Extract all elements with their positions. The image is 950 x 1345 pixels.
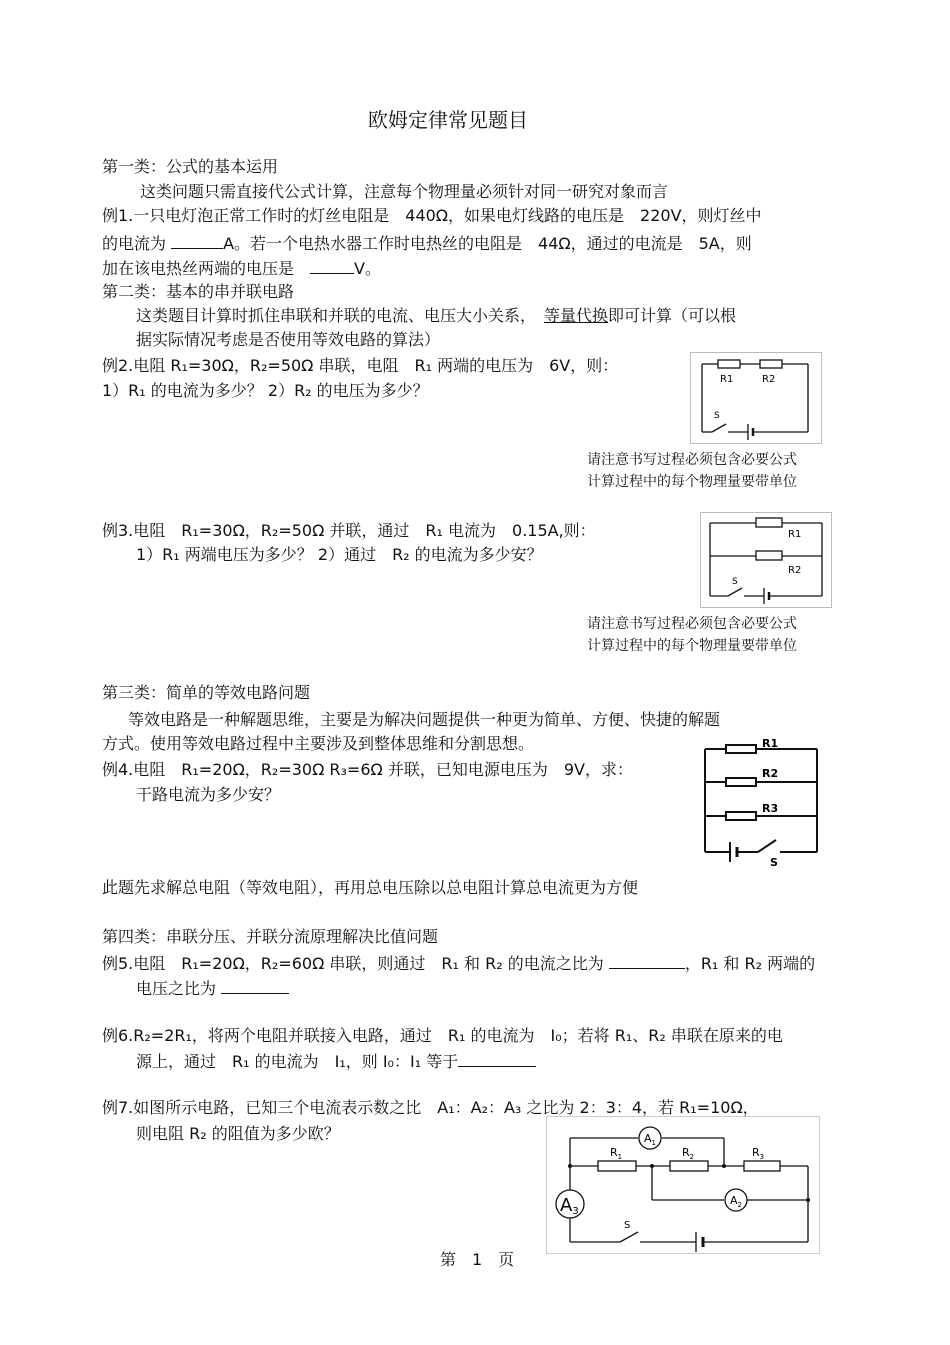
- cat2-intro-line2: 据实际情况考虑是否使用等效电路的算法）: [136, 330, 441, 349]
- cat3-heading: 第三类：简单的等效电路问题: [102, 683, 311, 702]
- switch: [712, 424, 726, 432]
- ex3-line2: 1）R₁ 两端电压为多少？ 2）通过 R₂ 的电流为多少安？: [136, 545, 543, 564]
- resistor-r1: [756, 518, 782, 527]
- page-footer: 第 1 页: [440, 1250, 515, 1269]
- answer-blank[interactable]: [171, 232, 223, 249]
- label-r2: R2: [788, 565, 802, 576]
- ex4-line2: 干路电流为多少安？: [136, 785, 281, 804]
- label-r2: R2: [762, 767, 779, 780]
- page-title: 欧姆定律常见题目: [368, 108, 528, 132]
- cat3-intro-line2: 方式。使用等效电路过程中主要涉及到整体思维和分割思想。: [102, 734, 535, 753]
- label-r1: R1: [788, 529, 802, 540]
- cat2-heading: 第二类：基本的串并联电路: [102, 282, 295, 301]
- label-r2: $R_2$: [682, 1146, 695, 1161]
- cat2-intro-line1: [136, 306, 736, 326]
- ex1-line1: 例1.一只电灯泡正常工作时的灯丝电阻是 440Ω，如果电灯线路的电压是 220V，则灯丝中: [102, 206, 762, 225]
- answer-blank[interactable]: [609, 952, 685, 969]
- ex7-line2: 则电阻 R₂ 的阻值为多少欧？: [136, 1124, 340, 1143]
- cat1-heading: 第一类：公式的基本运用: [102, 157, 279, 176]
- label-s: S: [624, 1220, 631, 1231]
- label-r1: $R_1$: [610, 1146, 623, 1161]
- cat2-intro-a: 这类题目计算时抓住串联和并联的电流、电压大小关系，: [136, 306, 545, 325]
- resistor-r3: [726, 812, 756, 820]
- cat2-intro-b: 即可计算（可以根: [608, 306, 737, 325]
- label-a2: $A_2$: [730, 1194, 742, 1209]
- cat2-intro-underlined: 等量代换: [544, 306, 609, 325]
- note-4: 计算过程中的每个物理量要带单位: [587, 638, 797, 654]
- ex5-line1-a: 例5.电阻 R₁=20Ω，R₂=60Ω 串联，则通过 R₁ 和 R₂ 的电流之比为: [102, 954, 609, 973]
- ex1-line2-a: 的电流为: [102, 234, 172, 253]
- series-circuit-figure: [690, 352, 822, 444]
- resistor-r2: [670, 1161, 708, 1171]
- ex5-line1-b: ，R₁ 和 R₂ 两端的: [684, 954, 816, 973]
- ex6-line2-text: 源上，通过 R₁ 的电流为 I₁，则 I₀：I₁ 等于: [136, 1052, 459, 1071]
- switch: [758, 840, 776, 852]
- ex2-line2: 1）R₁ 的电流为多少？ 2）R₂ 的电压为多少？: [102, 381, 429, 400]
- label-a1: $A_1$: [644, 1132, 656, 1147]
- ammeter-circuit-figure: [546, 1116, 820, 1254]
- resistor-r1: [718, 360, 740, 368]
- resistor-r2: [726, 778, 756, 786]
- parallel-circuit-figure: [700, 512, 832, 608]
- ex4-line1: 例4.电阻 R₁=20Ω，R₂=30Ω R₃=6Ω 并联，已知电源电压为 9V，求：: [102, 760, 633, 779]
- resistor-r2: [756, 551, 782, 560]
- cat4-heading: 第四类：串联分压、并联分流原理解决比值问题: [102, 927, 439, 946]
- answer-blank[interactable]: [458, 1050, 536, 1067]
- answer-blank[interactable]: [310, 257, 354, 274]
- label-s: S: [770, 856, 778, 868]
- ex5-line2: [136, 977, 289, 999]
- switch: [728, 588, 742, 596]
- resistor-r2: [760, 360, 782, 368]
- ex5-line2-text: 电压之比为: [136, 979, 222, 998]
- ex1-line3-a: 加在该电热丝两端的电压是: [102, 259, 311, 278]
- cat3-tip: 此题先求解总电阻（等效电阻），再用总电压除以总电阻计算总电流更为方便: [102, 878, 639, 897]
- cat1-intro: 这类问题只需直接代公式计算，注意每个物理量必须针对同一研究对象而言: [140, 182, 669, 201]
- resistor-r1: [598, 1161, 636, 1171]
- three-parallel-circuit-figure: [700, 736, 822, 868]
- label-r1: R1: [720, 374, 734, 385]
- ex2-line1: 例2.电阻 R₁=30Ω，R₂=50Ω 串联，电阻 R₁ 两端的电压为 6V，则：: [102, 356, 619, 375]
- note-2: 计算过程中的每个物理量要带单位: [587, 474, 797, 490]
- answer-blank[interactable]: [221, 977, 289, 994]
- ex1-line2: [102, 232, 752, 254]
- ex6-line1: 例6.R₂=2R₁，将两个电阻并联接入电路，通过 R₁ 的电流为 I₀；若将 R₁、R₂ 串联在原来的电: [102, 1026, 783, 1045]
- ex1-line2-b: A。若一个电热水器工作时电热丝的电阻是 44Ω，通过的电流是 5A，则: [223, 234, 752, 253]
- ex3-line1: 例3.电阻 R₁=30Ω，R₂=50Ω 并联，通过 R₁ 电流为 0.15A,则：: [102, 521, 596, 540]
- resistor-r3: [744, 1161, 780, 1171]
- ex1-line3-b: V。: [354, 259, 381, 278]
- label-r2: R2: [762, 374, 776, 385]
- ex6-line2: [136, 1050, 536, 1072]
- label-r3: R3: [762, 802, 779, 815]
- label-r3: $R_3$: [752, 1146, 765, 1161]
- ex1-line3: [102, 257, 381, 279]
- note-1: 请注意书写过程必须包含必要公式: [587, 452, 797, 468]
- label-r1: R1: [762, 737, 779, 750]
- ex7-line1: 例7.如图所示电路，已知三个电流表示数之比 A₁：A₂：A₃ 之比为 2：3：4，若 R₁=10Ω，: [102, 1098, 759, 1117]
- cat3-intro-line1: 等效电路是一种解题思维，主要是为解决问题提供一种更为简单、方便、快捷的解题: [128, 710, 721, 729]
- resistor-r1: [726, 745, 756, 753]
- label-s: S: [732, 577, 738, 587]
- label-a3: A3: [560, 1195, 579, 1217]
- label-s: S: [714, 411, 720, 421]
- ex5-line1: [102, 952, 815, 974]
- switch: [620, 1232, 638, 1242]
- note-3: 请注意书写过程必须包含必要公式: [587, 616, 797, 632]
